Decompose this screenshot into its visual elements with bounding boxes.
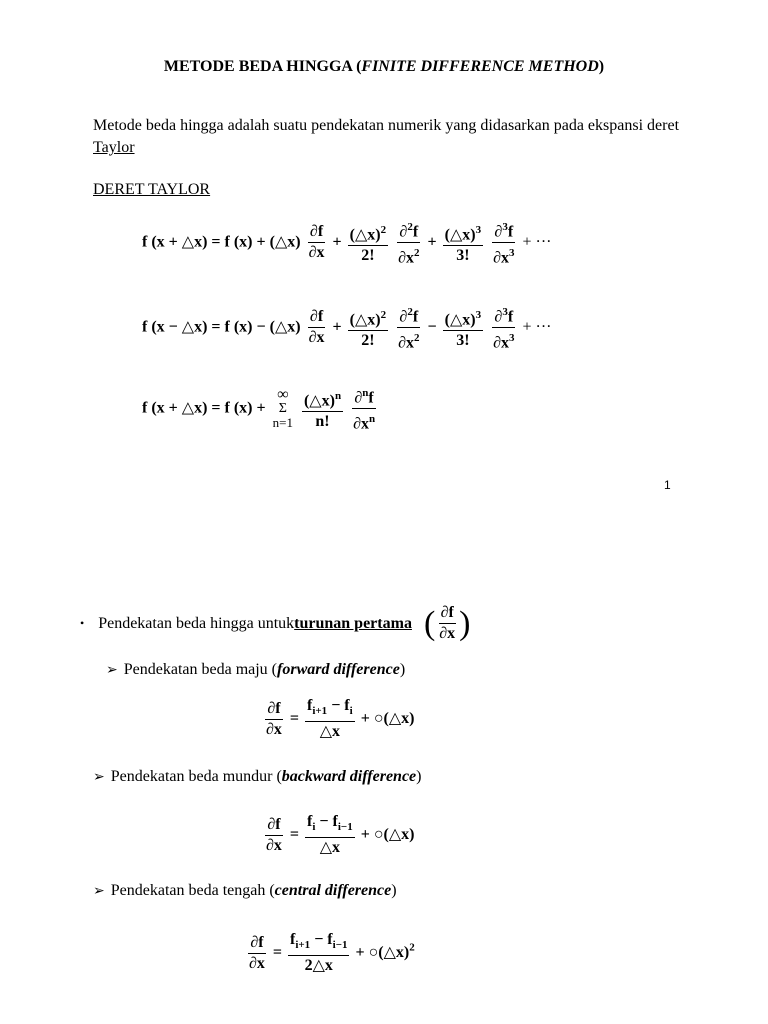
taylor-equation-backward: f (x − △x) = f (x) − (△x) $\frac{\partial f}{\partial x}$ + $\frac{(\triangle x)^2}{2!}$ $\frac{\partial^2f}{\partial x^2}$ − $\frac{(\triangle x)^3}{3!}$ $\frac{\partial^3f}{\partial x^3}$ + ··· — [142, 303, 552, 353]
taylor-equation-forward: f (x + △x) = f (x) + (△x) $\frac{\partial f}{\partial x}$ + $\frac{(\triangle x)^2}{2!}$ $\frac{\partial^2f}{\partial x^2}$ + $\frac{(\triangle x)^3}{3!}$ $\frac{\partial^3f}{\partial x^3}$ + ··· — [142, 218, 552, 268]
arrow-bullet-icon: ➢ — [93, 769, 105, 785]
page-title: METODE BEDA HINGGA (FINITE DIFFERENCE METHOD) — [163, 58, 605, 75]
section-heading: DERET TAYLOR — [93, 181, 211, 198]
central-difference-formula: $\frac{\partial f}{\partial x}$ = $\frac{f_{i+1} - f_{i-1}}{2\triangle x}$ + ○(△x)$^2$ — [249, 931, 415, 975]
backward-difference-item: ➢ Pendekatan beda mundur (backward difference) — [93, 768, 422, 785]
arrow-bullet-icon: ➢ — [106, 662, 118, 678]
backward-difference-formula: $\frac{\partial f}{\partial x}$ = $\frac{f_i - f_{i-1}}{\triangle x}$ + ○(△x) — [266, 813, 415, 857]
sum-operator: ∞ Σ n=1 — [272, 385, 293, 430]
taylor-link: Taylor — [93, 139, 135, 156]
intro-paragraph: Metode beda hingga adalah suatu pendekatan numerik yang didasarkan pada ekspansi deret Taylor — [93, 117, 680, 156]
bullet-first-derivative: • Pendekatan beda hingga untuk turunan pertama ( $\frac{\partial f}{\partial x}$ ) — [80, 604, 471, 642]
central-difference-item: ➢ Pendekatan beda tengah (central difference) — [93, 882, 397, 899]
bullet-dot-icon: • — [80, 616, 85, 630]
arrow-bullet-icon: ➢ — [93, 883, 105, 899]
forward-difference-formula: $\frac{\partial f}{\partial x}$ = $\frac{f_{i+1} - f_i}{\triangle x}$ + ○(△x) — [266, 697, 415, 741]
forward-difference-item: ➢ Pendekatan beda maju (forward difference) — [106, 661, 406, 678]
page-number: 1 — [664, 478, 671, 492]
taylor-series-sum: f (x + △x) = f (x) + ∞ Σ n=1 $\frac{(\triangle x)^n}{n!}$ $\frac{\partial^nf}{\partial x^n}$ — [142, 385, 376, 433]
